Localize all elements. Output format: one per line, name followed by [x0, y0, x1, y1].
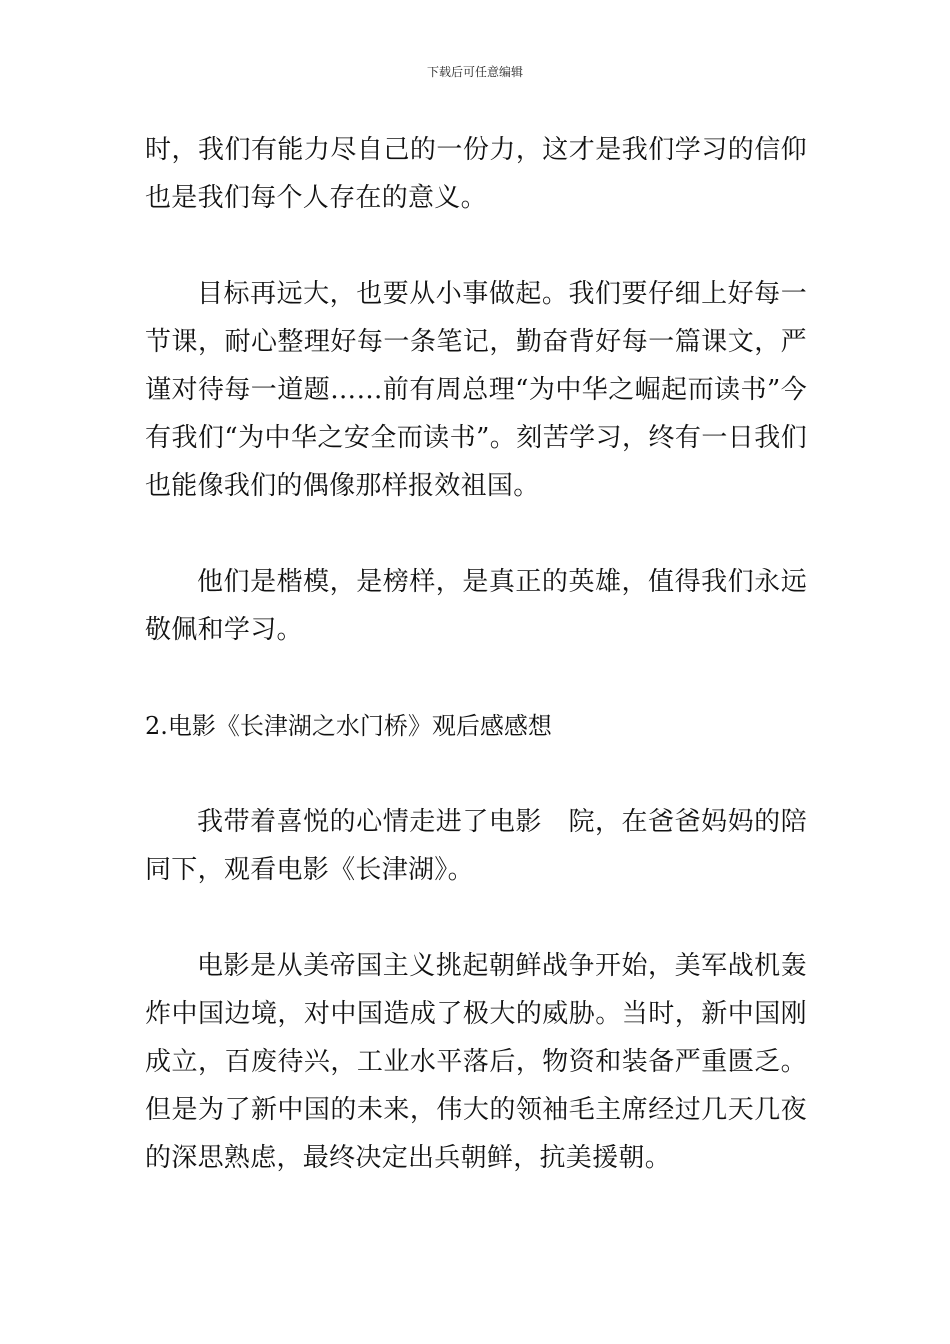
section-heading: 2.电影《长津湖之水门桥》观后感感想 — [145, 712, 552, 740]
paragraph-cinema: 我带着喜悦的心情走进了电影 院，在爸爸妈妈的陪同下，观看电影《长津湖》。 — [145, 807, 807, 885]
paragraph-gap — [145, 750, 807, 798]
paragraph-movie-summary: 电影是从美帝国主义挑起朝鲜战争开始，美军战机轰炸中国边境，对中国造成了极大的威胁。当时，新中国刚成立，百废待兴，工业水平落后，物资和装备严重匮乏。但是为了新中国的未来，伟大的领袖毛主席经过几天几夜的深思熟虑，最终决定出兵朝鲜，抗美援朝。 — [145, 951, 807, 1173]
paragraph-heroes: 他们是楷模，是榜样，是真正的英雄，值得我们永远敬佩和学习。 — [145, 567, 807, 645]
paragraph-gap — [145, 222, 807, 270]
paragraph-gap — [145, 654, 807, 702]
page-header: 下载后可任意编辑 — [426, 65, 523, 79]
paragraph-continuation: 时，我们有能力尽自己的一份力，这才是我们学习的信仰也是我们每个人存在的意义。 — [145, 135, 807, 213]
paragraph-gap — [145, 510, 807, 558]
paragraph-goal: 目标再远大，也要从小事做起。我们要仔细上好每一节课，耐心整理好每一条笔记，勤奋背好每一篇课文，严谨对待每一道题……前有周总理“为中华之崛起而读书”今有我们“为中华之安全而读书”。刻苦学习，终有一日我们也能像我们的偶像那样报效祖国。 — [145, 279, 807, 501]
document-body — [145, 126, 807, 1182]
paragraph-gap — [145, 894, 807, 942]
